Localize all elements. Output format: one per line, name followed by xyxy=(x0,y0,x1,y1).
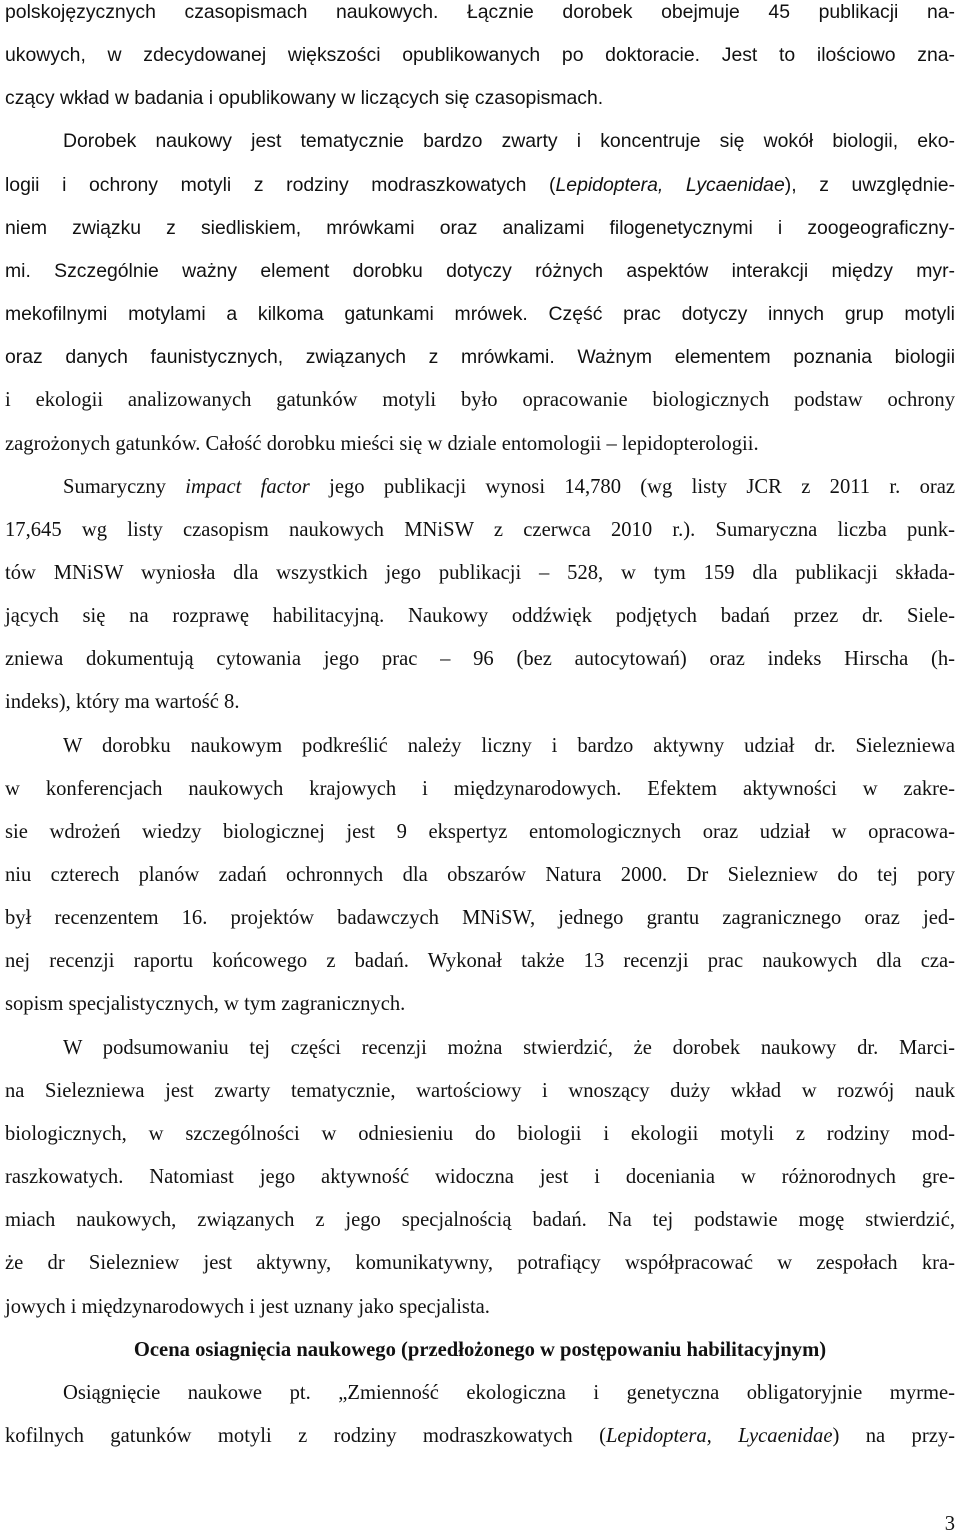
text-run: logii i ochrony motyli z rodziny modraszkowatych ( xyxy=(5,173,556,196)
text-line xyxy=(5,512,955,548)
italic-term: Lepidoptera, Lycaenidae xyxy=(605,1424,833,1447)
text-run: jących się na rozprawę habilitacyjną. Naukowy oddźwięk podjętych badań przez dr. Siele- xyxy=(5,605,955,628)
text-line xyxy=(5,771,955,807)
text-run: mekofilnymi motylami a kilkoma gatunkami mrówek. Część prac dotyczy innych grup motyli xyxy=(5,303,955,326)
text-line xyxy=(63,728,955,764)
text-line xyxy=(5,814,955,850)
text-line xyxy=(5,339,955,375)
text-line xyxy=(5,37,955,73)
text-run: jego publikacji wynosi 14,780 (wg listy JCR z 2011 r. oraz xyxy=(309,475,956,498)
text-run: mi. Szczególnie ważny element dorobku dotyczy różnych aspektów interakcji między myr- xyxy=(5,259,955,282)
text-run: był recenzentem 16. projektów badawczych MNiSW, jednego grantu zagranicznego oraz jed- xyxy=(5,907,955,930)
text-run: Dorobek naukowy jest tematycznie bardzo zwarty i koncentruje się wokół biologii, eko- xyxy=(63,130,955,153)
text-line xyxy=(5,900,955,936)
text-run: w konferencjach naukowych krajowych i międzynarodowych. Efektem aktywności w zakre- xyxy=(5,777,955,800)
text-line xyxy=(5,1159,955,1195)
text-run: nej recenzji raportu końcowego z badań. Wykonał także 13 recenzji prac naukowych dla cza- xyxy=(5,950,955,973)
text-line xyxy=(5,253,955,289)
text-run: W dorobku naukowym podkreślić należy liczny i bardzo aktywny udział dr. Sielezniewa xyxy=(63,734,955,757)
text-line xyxy=(5,555,955,591)
text-line xyxy=(63,1375,955,1411)
text-line xyxy=(5,943,955,979)
text-line xyxy=(5,641,955,677)
text-run: ) na przy- xyxy=(832,1424,955,1447)
text-run: biologicznych, w szczególności w odniesieniu do biologii i ekologii motyli z rodziny mod- xyxy=(5,1122,955,1145)
text-run: Osiągnięcie naukowe pt. „Zmienność ekologiczna i genetyczna obligatoryjnie myrme- xyxy=(63,1381,955,1404)
text-line xyxy=(5,167,955,203)
text-run: miach naukowych, związanych z jego specjalnością badań. Na tej podstawie mogę stwierdzić, xyxy=(5,1209,955,1232)
text-run: sopism specjalistycznych, w tym zagranicznych. xyxy=(5,993,406,1016)
text-line xyxy=(5,1073,955,1109)
text-run: na Sielezniewa jest zwarty tematycznie, wartościowy i wnoszący duży wkład w rozwój nauk xyxy=(5,1079,955,1102)
text-line xyxy=(5,986,955,1022)
text-line xyxy=(5,684,955,720)
text-run: jowych i międzynarodowych i jest uznany jako specjalista. xyxy=(5,1295,490,1318)
italic-term: impact factor xyxy=(185,475,310,498)
text-line xyxy=(63,1030,955,1066)
text-line xyxy=(5,1116,955,1152)
text-line xyxy=(63,123,955,159)
section-heading xyxy=(5,1332,955,1368)
text-run: zniewa dokumentują cytowania jego prac – 96 (bez autocytowań) oraz indeks Hirscha (h- xyxy=(5,648,955,671)
text-run: raszkowatych. Natomiast jego aktywność widoczna jest i doceniania w różnorodnych gre- xyxy=(5,1166,955,1189)
text-run: czący wkład w badania i opublikowany w liczących się czasopismach. xyxy=(5,87,604,110)
text-run: zagrożonych gatunków. Całość dorobku mieści się w dziale entomologii – lepidopterologii. xyxy=(5,432,759,455)
text-line xyxy=(5,598,955,634)
text-run: Sumaryczny xyxy=(63,475,186,498)
text-run: tów MNiSW wyniosła dla wszystkich jego publikacji – 528, w tym 159 dla publikacji składa- xyxy=(5,561,955,584)
text-run: i ekologii analizowanych gatunków motyli było opracowanie biologicznych podstaw ochrony xyxy=(5,389,955,412)
text-run: 17,645 wg listy czasopism naukowych MNiSW z czerwca 2010 r.). Sumaryczna liczba punk- xyxy=(5,518,955,541)
text-run: niem związku z siedliskiem, mrówkami oraz analizami filogenetycznymi i zoogeograficzny- xyxy=(5,216,955,239)
text-run: sie wdrożeń wiedzy biologicznej jest 9 ekspertyz entomologicznych oraz udział w opracowa- xyxy=(5,820,955,843)
text-run: niu czterech planów zadań ochronnych dla obszarów Natura 2000. Dr Sielezniew do tej pory xyxy=(5,864,955,886)
italic-term: Lepidoptera, Lycaenidae xyxy=(555,173,785,196)
text-line xyxy=(5,210,955,246)
text-line xyxy=(5,1202,955,1238)
text-line xyxy=(5,0,955,30)
text-line xyxy=(5,857,955,893)
text-run: indeks), który ma wartość 8. xyxy=(5,691,240,714)
text-line xyxy=(5,1418,955,1454)
text-line xyxy=(63,469,955,505)
text-run: ), z uwzględnie- xyxy=(784,173,955,196)
page-number: 3 xyxy=(944,1513,955,1535)
text-run: kofilnych gatunków motyli z rodziny modraszkowatych ( xyxy=(5,1424,606,1447)
text-run: W podsumowaniu tej części recenzji można stwierdzić, że dorobek naukowy dr. Marci- xyxy=(63,1036,955,1059)
text-run: oraz danych faunistycznych, związanych z mrówkami. Ważnym elementem poznania biologii xyxy=(5,346,955,369)
text-run: ukowych, w zdecydowanej większości opublikowanych po doktoracie. Jest to ilościowo zna- xyxy=(5,44,955,67)
text-run: że dr Sielezniew jest aktywny, komunikatywny, potrafiący współpracować w zespołach kra- xyxy=(5,1252,955,1275)
text-line xyxy=(5,296,955,332)
text-run: Ocena osiagnięcia naukowego (przedłożonego w postępowaniu habilitacyjnym) xyxy=(133,1338,827,1361)
text-line xyxy=(5,1245,955,1281)
text-line xyxy=(5,382,955,418)
text-line xyxy=(5,80,955,116)
text-line xyxy=(5,1289,955,1325)
text-run: polskojęzycznych czasopismach naukowych. Łącznie dorobek obejmuje 45 publikacji na- xyxy=(5,1,955,23)
text-line xyxy=(5,426,955,462)
